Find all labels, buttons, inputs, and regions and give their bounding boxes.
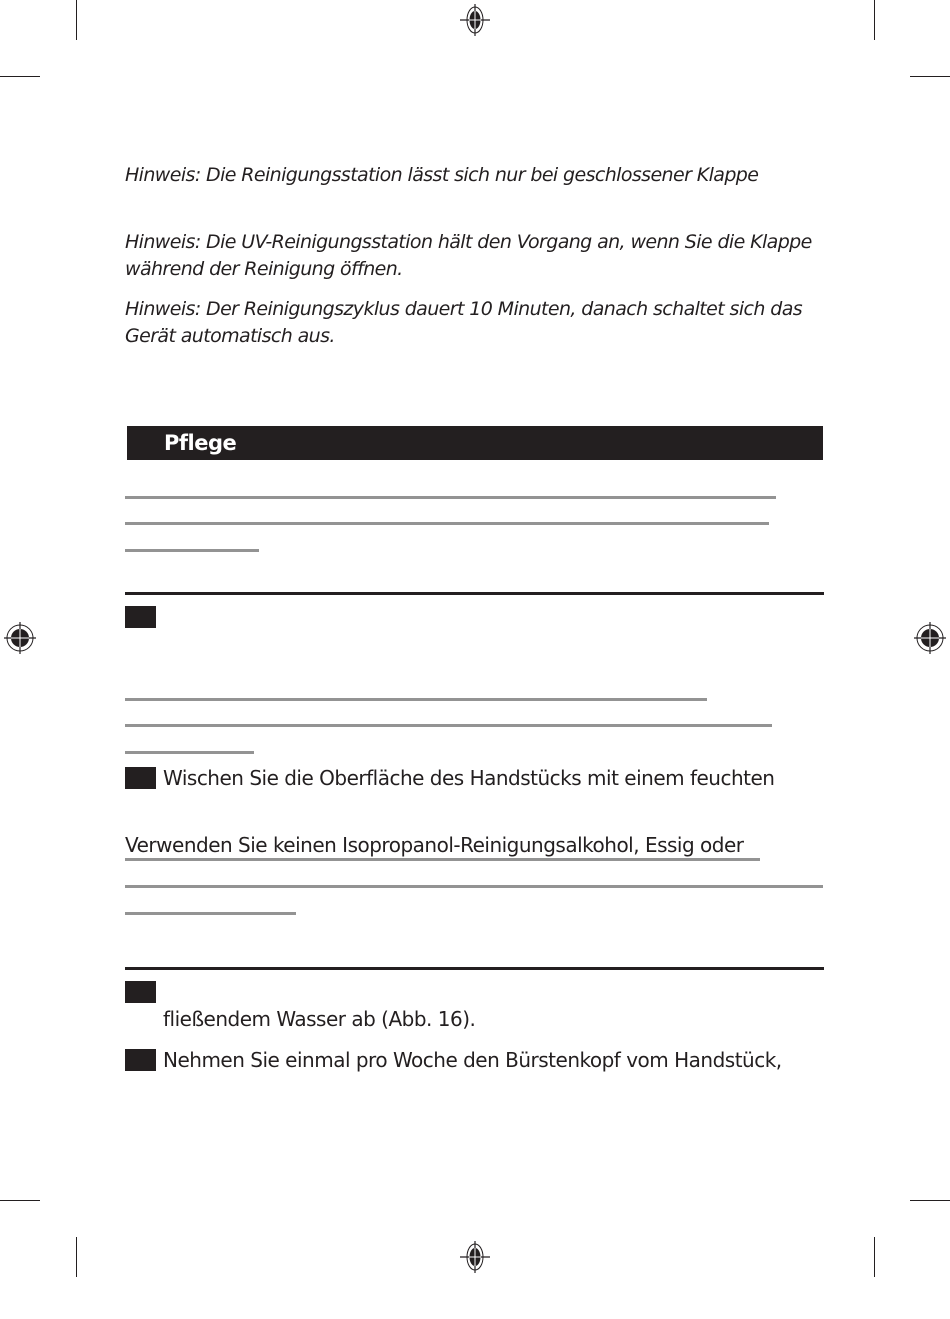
- section-title: Pflege: [164, 431, 237, 455]
- crop-mark: [874, 1237, 875, 1277]
- redacted-line: [125, 885, 823, 888]
- crop-mark: [0, 76, 40, 77]
- note-text: während der Reinigung öffnen.: [125, 258, 403, 280]
- crop-mark: [76, 1237, 77, 1277]
- redacted-line: [125, 549, 259, 552]
- redacted-line: [125, 858, 760, 861]
- redacted-line: [125, 698, 707, 701]
- registration-mark-icon: [913, 621, 947, 655]
- step-marker: [125, 1049, 156, 1071]
- crop-mark: [0, 1200, 40, 1201]
- step-marker: [125, 981, 156, 1003]
- registration-mark-icon: [3, 621, 37, 655]
- divider: [125, 592, 824, 595]
- crop-mark: [874, 0, 875, 40]
- divider: [125, 967, 824, 970]
- section-header: [127, 426, 823, 460]
- step-text: Wischen Sie die Oberfläche des Handstücks mit einem feuchten: [163, 766, 775, 790]
- redacted-line: [125, 724, 772, 727]
- warning-text: Verwenden Sie keinen Isopropanol-Reinigungsalkohol, Essig oder: [125, 833, 744, 857]
- step-text: Nehmen Sie einmal pro Woche den Bürstenkopf vom Handstück,: [163, 1048, 782, 1072]
- crop-mark: [910, 76, 950, 77]
- crop-mark: [910, 1200, 950, 1201]
- step-text: fließendem Wasser ab (Abb. 16).: [163, 1007, 476, 1031]
- registration-mark-icon: [458, 3, 492, 37]
- note-text: Hinweis: Der Reinigungszyklus dauert 10 Minuten, danach schaltet sich das: [125, 298, 803, 320]
- redacted-line: [125, 751, 254, 754]
- registration-mark-icon: [458, 1240, 492, 1274]
- redacted-line: [125, 522, 769, 525]
- step-marker: [125, 606, 156, 628]
- note-text: Gerät automatisch aus.: [125, 325, 335, 347]
- redacted-line: [125, 912, 296, 915]
- note-text: Hinweis: Die UV-Reinigungsstation hält den Vorgang an, wenn Sie die Klappe: [125, 231, 812, 253]
- redacted-line: [125, 496, 776, 499]
- step-marker: [125, 767, 156, 789]
- crop-mark: [76, 0, 77, 40]
- note-text: Hinweis: Die Reinigungsstation lässt sich nur bei geschlossener Klappe: [125, 164, 759, 186]
